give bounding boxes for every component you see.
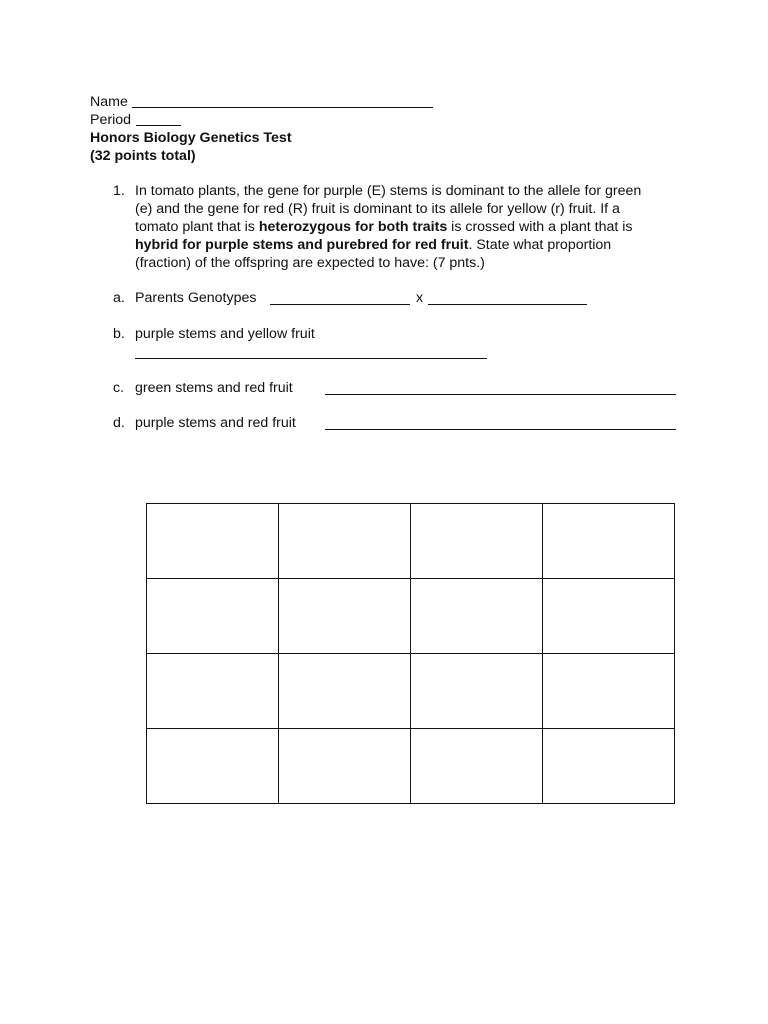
name-label: Name bbox=[90, 94, 128, 110]
cross-symbol: x bbox=[416, 290, 424, 306]
punnett-row bbox=[147, 729, 675, 804]
punnett-cell[interactable] bbox=[279, 729, 411, 804]
part-d-answer-blank[interactable] bbox=[325, 429, 676, 430]
question-line: In tomato plants, the gene for purple (E) stems is dominant to the allele for green bbox=[135, 183, 642, 199]
question-line: (e) and the gene for red (R) fruit is dominant to its allele for yellow (r) fruit. If a bbox=[135, 201, 620, 217]
punnett-cell[interactable] bbox=[279, 579, 411, 654]
test-title: Honors Biology Genetics Test bbox=[90, 130, 292, 146]
question-line bbox=[135, 218, 683, 236]
part-letter: c. bbox=[113, 380, 125, 396]
punnett-cell[interactable] bbox=[411, 729, 543, 804]
parent-genotype-1-blank[interactable] bbox=[270, 304, 410, 305]
question-line bbox=[135, 236, 683, 254]
punnett-row bbox=[147, 579, 675, 654]
part-label: green stems and red fruit bbox=[135, 380, 293, 396]
punnett-cell[interactable] bbox=[411, 504, 543, 579]
points-total: (32 points total) bbox=[90, 148, 196, 164]
part-letter: b. bbox=[113, 326, 125, 342]
part-b-answer-blank[interactable] bbox=[135, 358, 487, 359]
punnett-cell[interactable] bbox=[543, 654, 675, 729]
punnett-cell[interactable] bbox=[411, 654, 543, 729]
part-label: purple stems and red fruit bbox=[135, 415, 296, 431]
punnett-cell[interactable] bbox=[279, 504, 411, 579]
question-line: (fraction) of the offspring are expected to have: (7 pnts.) bbox=[135, 255, 485, 271]
question-text-fragment: tomato plant that is bbox=[135, 219, 259, 235]
part-letter: a. bbox=[113, 290, 125, 306]
name-blank[interactable] bbox=[132, 107, 433, 108]
punnett-row bbox=[147, 654, 675, 729]
punnett-cell[interactable] bbox=[411, 579, 543, 654]
part-label: purple stems and yellow fruit bbox=[135, 326, 315, 342]
parent-genotype-2-blank[interactable] bbox=[428, 304, 587, 305]
question-emphasis: heterozygous for both traits bbox=[258, 219, 448, 235]
punnett-cell[interactable] bbox=[279, 654, 411, 729]
punnett-cell[interactable] bbox=[147, 654, 279, 729]
period-blank[interactable] bbox=[136, 125, 181, 126]
part-letter: d. bbox=[113, 415, 125, 431]
question-text bbox=[135, 182, 683, 272]
punnett-cell[interactable] bbox=[543, 579, 675, 654]
punnett-cell[interactable] bbox=[147, 579, 279, 654]
period-label: Period bbox=[90, 112, 132, 128]
period-line bbox=[90, 111, 292, 129]
question-text-fragment: is crossed with a plant that is bbox=[447, 219, 633, 235]
question-emphasis: hybrid for purple stems and purebred for red fruit bbox=[135, 237, 469, 253]
punnett-cell[interactable] bbox=[147, 729, 279, 804]
part-c-answer-blank[interactable] bbox=[325, 394, 676, 395]
punnett-cell[interactable] bbox=[543, 729, 675, 804]
punnett-cell[interactable] bbox=[147, 504, 279, 579]
name-line bbox=[90, 93, 292, 111]
question-text-fragment: . State what proportion bbox=[468, 237, 612, 253]
part-label: Parents Genotypes bbox=[135, 290, 257, 306]
punnett-cell[interactable] bbox=[543, 504, 675, 579]
punnett-row bbox=[147, 504, 675, 579]
test-header bbox=[90, 93, 292, 165]
question-number: 1. bbox=[113, 183, 125, 199]
punnett-square bbox=[146, 503, 675, 804]
